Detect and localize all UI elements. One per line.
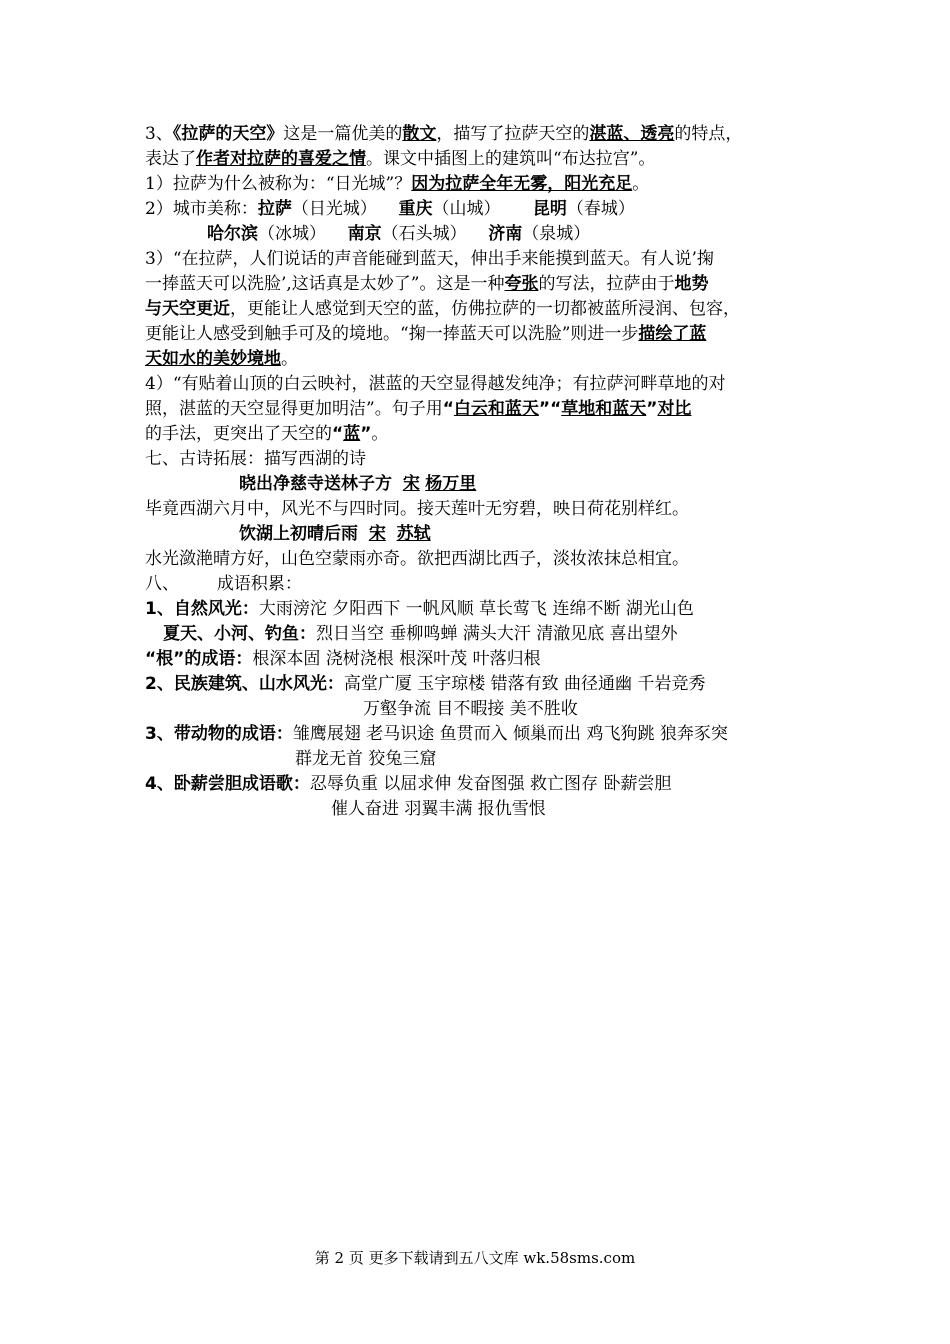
question-3-line-1 <box>145 247 815 272</box>
city-name: 重庆 <box>398 199 433 219</box>
section-7-heading: 七、古诗拓展：描写西湖的诗 <box>145 449 366 469</box>
text: 。 <box>371 424 389 444</box>
key-term: 蓝 <box>343 424 361 444</box>
key-term: 湛蓝、透亮 <box>589 124 675 144</box>
quote-mark: ” <box>646 399 658 419</box>
quote-mark: “ <box>332 424 344 444</box>
text: ，描写了拉萨天空的 <box>436 124 590 144</box>
idiom-list: 大雨滂沱 夕阳西下 一帆风顺 草长莺飞 连绵不断 湖光山色 <box>258 599 694 619</box>
idiom-list: 高堂广厦 玉宇琼楼 错落有致 曲径通幽 千岩竞秀 <box>343 674 706 694</box>
idiom-group-2 <box>145 672 815 697</box>
text: 的特点， <box>674 124 743 144</box>
city-name: 南京 <box>347 224 382 244</box>
text: 更能让人感受到触手可及的境地。“掬一捧蓝天可以洗脸”则进一步 <box>145 324 639 344</box>
idiom-group-1c <box>145 647 815 672</box>
section-3-line-1 <box>145 122 815 147</box>
question-4-line-3 <box>145 422 815 447</box>
question-1 <box>145 172 815 197</box>
section-3-line-2 <box>145 147 815 172</box>
text: 。课文中插图上的建筑叫“布达拉宫”。 <box>366 149 656 169</box>
idiom-group-2-cont: 万壑争流 目不暇接 美不胜收 <box>363 699 578 719</box>
idiom-list: 烈日当空 垂柳鸣蝉 满头大汗 清澈见底 喜出望外 <box>316 624 678 644</box>
heading-text: 成语积累： <box>216 574 302 594</box>
city-name: 济南 <box>488 224 523 244</box>
city-nickname: （泉城） <box>522 224 591 244</box>
question-text: 1）拉萨为什么被称为：“日光城”？ <box>145 174 412 194</box>
city-name: 昆明 <box>532 199 567 219</box>
key-term: 对比 <box>657 399 692 419</box>
city-nickname: （春城） <box>566 199 635 219</box>
idiom-group-label: 4、卧薪尝胆成语歌： <box>145 774 310 794</box>
poem-dynasty: 宋 <box>402 474 420 494</box>
city-name: 哈尔滨 <box>207 224 258 244</box>
heading-number: 八、 <box>145 574 179 594</box>
poem-dynasty: 宋 <box>368 524 386 544</box>
key-term: 描绘了蓝 <box>638 324 707 344</box>
text: 的写法，拉萨由于 <box>538 274 675 294</box>
idiom-group-label: 夏天、小河、钓鱼： <box>163 624 316 644</box>
question-3-line-3 <box>145 297 815 322</box>
key-term: 与天空更近 <box>145 299 230 319</box>
poem-1-title-line <box>145 472 815 497</box>
poem-title: 饮湖上初晴后雨 <box>239 524 358 544</box>
key-term: 天如水的美妙境地 <box>145 349 281 369</box>
poem-1-text: 毕竟西湖六月中，风光不与四时同。接天莲叶无穷碧，映日荷花别样红。 <box>145 499 689 519</box>
text: 。 <box>632 174 650 194</box>
text: 3、 <box>145 124 173 144</box>
idiom-group-3-cont: 群龙无首 狡兔三窟 <box>295 749 437 769</box>
lesson-title: 《拉萨的天空》 <box>172 124 284 144</box>
section-8-heading <box>145 572 815 597</box>
idiom-group-label: “根”的成语： <box>145 649 253 669</box>
text: 这是一篇优美的 <box>283 124 403 144</box>
text: 。 <box>281 349 298 369</box>
idiom-group-1b <box>145 622 815 647</box>
city-nickname: （日光城） <box>291 199 377 219</box>
question-2-line-1 <box>145 197 815 222</box>
text: 照，湛蓝的天空显得更加明洁”。句子用 <box>145 399 443 419</box>
idiom-list: 雏鹰展翅 老马识途 鱼贯而入 倾巢而出 鸡飞狗跳 狼奔豕突 <box>292 724 728 744</box>
text: 表达了 <box>145 149 196 169</box>
text: 4）“有贴着山顶的白云映衬，湛蓝的天空显得越发纯净；有拉萨河畔草地的对 <box>145 374 726 394</box>
quote-mark: ” <box>360 424 372 444</box>
idiom-list: 根深本固 浇树浇根 根深叶茂 叶落归根 <box>252 649 541 669</box>
key-term: 散文 <box>402 124 437 144</box>
poem-2-text: 水光潋滟晴方好，山色空蒙雨亦奇。欲把西湖比西子，淡妆浓抹总相宜。 <box>145 549 689 569</box>
idiom-group-4-cont: 催人奋进 羽翼丰满 报仇雪恨 <box>331 799 546 819</box>
city-nickname: （冰城） <box>258 224 326 244</box>
quote-mark: “ <box>442 399 454 419</box>
key-term: 白云和蓝天 <box>453 399 539 419</box>
question-4-line-1 <box>145 372 815 397</box>
text: 的手法，更突出了天空的 <box>145 424 332 444</box>
text: ，更能让人感觉到天空的蓝，仿佛拉萨的一切都被蓝所浸润、包容， <box>230 299 740 319</box>
question-text: 2）城市美称： <box>145 199 258 219</box>
poem-author: 苏轼 <box>396 524 431 544</box>
answer: 因为拉萨全年无雾，阳光充足 <box>411 174 633 194</box>
text: 3）“在拉萨，人们说话的声音能碰到蓝天，伸出手来能摸到蓝天。有人说’掬 <box>145 249 714 269</box>
key-term: 夸张 <box>504 274 539 294</box>
key-term: 地势 <box>674 274 709 294</box>
question-4-line-2 <box>145 397 815 422</box>
text: 一捧蓝天可以洗脸’,这话真是太妙了”。这是一种 <box>145 274 505 294</box>
poem-title: 晓出净慈寺送林子方 <box>239 474 392 494</box>
poem-2-title-line <box>145 522 815 547</box>
idiom-group-1 <box>145 597 815 622</box>
idiom-group-3 <box>145 722 815 747</box>
question-3-line-2 <box>145 272 815 297</box>
idiom-list: 忍辱负重 以屈求伸 发奋图强 救亡图存 卧薪尝胆 <box>309 774 672 794</box>
key-term: 草地和蓝天 <box>561 399 647 419</box>
page-footer: 第 2 页 更多下载请到五八文库 wk.58sms.com <box>314 1249 636 1267</box>
idiom-group-label: 1、自然风光： <box>145 599 259 619</box>
poem-author: 杨万里 <box>425 474 477 494</box>
city-nickname: （山城） <box>432 199 501 219</box>
key-term: 作者对拉萨的喜爱之情 <box>196 149 366 169</box>
city-name: 拉萨 <box>257 199 292 219</box>
question-2-line-2 <box>145 222 815 247</box>
question-3-line-4 <box>145 322 815 347</box>
idiom-group-label: 3、带动物的成语： <box>145 724 293 744</box>
idiom-group-label: 2、民族建筑、山水风光： <box>145 674 344 694</box>
question-3-line-5 <box>145 347 815 372</box>
city-nickname: （石头城） <box>381 224 467 244</box>
quote-mark: ”“ <box>538 399 562 419</box>
document-body <box>145 122 815 822</box>
idiom-group-4 <box>145 772 815 797</box>
